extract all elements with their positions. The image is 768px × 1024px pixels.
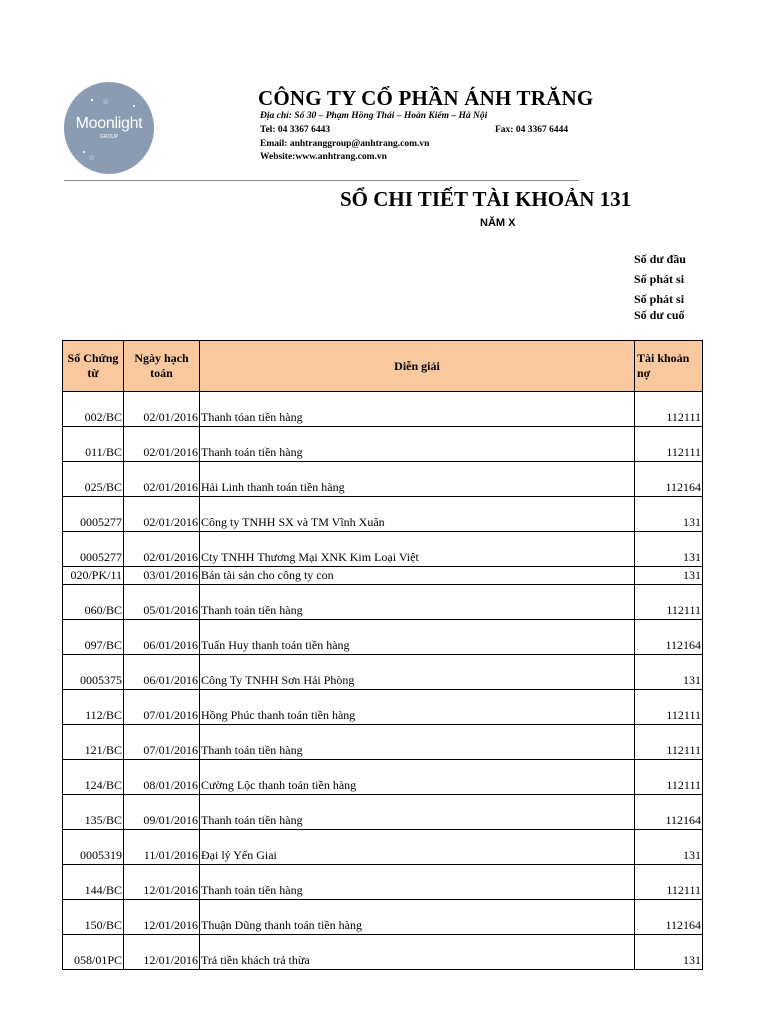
cell-posting-date: 09/01/2016 [124,795,200,830]
table-row [63,900,703,935]
table-row [63,760,703,795]
cell-debit-account: 131 [635,830,703,865]
cell-description: Trả tiền khách trả thừa [200,935,635,970]
cell-debit-account: 112111 [635,725,703,760]
company-address: Địa chỉ: Số 30 – Phạm Hồng Thái – Hoàn Kiếm – Hà Nội [260,111,488,121]
cell-debit-account: 112111 [635,585,703,620]
header-debit-account: Tài khoản nợ [635,341,703,392]
cell-doc-number: 0005277 [63,532,124,567]
cell-posting-date: 02/01/2016 [124,532,200,567]
company-email: Email: anhtranggroup@anhtrang.com.vn [260,139,430,149]
summary-debit-movement: Số phát si [634,272,685,286]
cell-debit-account: 112111 [635,865,703,900]
table-header-row [63,341,703,392]
cell-posting-date: 11/01/2016 [124,830,200,865]
cell-debit-account: 131 [635,655,703,690]
cell-doc-number: 060/BC [63,585,124,620]
cell-doc-number: 112/BC [63,690,124,725]
cell-doc-number: 020/PK/11 [63,567,124,585]
header-doc-number: Số Chứng từ [63,341,124,392]
table-row [63,725,703,760]
company-tel: Tel: 04 3367 6443 [260,125,331,135]
cell-doc-number: 121/BC [63,725,124,760]
cell-doc-number: 144/BC [63,865,124,900]
logo-subtext: GROUP [99,134,119,140]
document-year: NĂM X [480,217,516,229]
cell-description: Thanh tóan tiền hàng [200,392,635,427]
table-row [63,532,703,567]
table-row [63,392,703,427]
svg-text:☆: ☆ [88,153,96,162]
company-website: Website:www.anhtrang.com.vn [260,152,387,162]
company-logo [64,82,154,174]
cell-description: Cường Lộc thanh toán tiền hàng [200,760,635,795]
cell-debit-account: 112111 [635,392,703,427]
cell-debit-account: 112164 [635,795,703,830]
cell-posting-date: 06/01/2016 [124,620,200,655]
cell-posting-date: 02/01/2016 [124,427,200,462]
table-row [63,585,703,620]
cell-description: Công Ty TNHH Sơn Hải Phòng [200,655,635,690]
header-description: Diễn giải [200,341,635,392]
cell-debit-account: 112164 [635,900,703,935]
cell-posting-date: 07/01/2016 [124,690,200,725]
cell-debit-account: 112111 [635,760,703,795]
cell-description: Thanh toán tiền hàng [200,865,635,900]
cell-posting-date: 02/01/2016 [124,392,200,427]
table-row [63,830,703,865]
table-row [63,462,703,497]
ledger-table [62,340,703,970]
cell-posting-date: 05/01/2016 [124,585,200,620]
cell-doc-number: 097/BC [63,620,124,655]
cell-debit-account: 112111 [635,690,703,725]
cell-doc-number: 150/BC [63,900,124,935]
cell-posting-date: 12/01/2016 [124,865,200,900]
header-posting-date: Ngày hạch toán [124,341,200,392]
cell-description: Hải Linh thanh toán tiền hàng [200,462,635,497]
table-row [63,497,703,532]
cell-doc-number: 011/BC [63,427,124,462]
cell-debit-account: 112164 [635,462,703,497]
cell-doc-number: 124/BC [63,760,124,795]
table-row [63,690,703,725]
cell-doc-number: 0005277 [63,497,124,532]
cell-doc-number: 002/BC [63,392,124,427]
cell-description: Cty TNHH Thương Mại XNK Kim Loại Việt [200,532,635,567]
company-fax: Fax: 04 3367 6444 [495,125,569,135]
cell-posting-date: 12/01/2016 [124,900,200,935]
cell-description: Thanh toán tiền hàng [200,795,635,830]
table-row [63,935,703,970]
cell-posting-date: 02/01/2016 [124,497,200,532]
table-row [63,567,703,585]
cell-description: Thanh toán tiền hàng [200,725,635,760]
cell-doc-number: 058/01PC [63,935,124,970]
table-row [63,655,703,690]
cell-description: Thanh toán tiền hàng [200,427,635,462]
cell-posting-date: 03/01/2016 [124,567,200,585]
cell-doc-number: 135/BC [63,795,124,830]
table-row [63,865,703,900]
table-row [63,795,703,830]
summary-closing-balance: Số dư cuố [634,308,685,322]
cell-debit-account: 131 [635,567,703,585]
cell-description: Thuận Dũng thanh toán tiền hàng [200,900,635,935]
cell-debit-account: 131 [635,497,703,532]
svg-text:☆: ☆ [102,97,110,106]
cell-debit-account: 112164 [635,620,703,655]
cell-posting-date: 02/01/2016 [124,462,200,497]
cell-description: Hồng Phúc thanh toán tiền hàng [200,690,635,725]
cell-debit-account: 131 [635,532,703,567]
cell-debit-account: 131 [635,935,703,970]
table-row [63,620,703,655]
cell-posting-date: 08/01/2016 [124,760,200,795]
header-divider [64,180,579,181]
company-name: CÔNG TY CỔ PHẦN ÁNH TRĂNG [258,86,594,110]
document-title: SỔ CHI TIẾT TÀI KHOẢN 131 [340,187,632,211]
cell-description: Đại lý Yến Giai [200,830,635,865]
cell-doc-number: 025/BC [63,462,124,497]
summary-credit-movement: Số phát si [634,292,685,306]
cell-doc-number: 0005375 [63,655,124,690]
cell-description: Bán tài sản cho công ty con [200,567,635,585]
cell-description: Tuấn Huy thanh toán tiền hàng [200,620,635,655]
logo-text: Moonlight [75,115,143,132]
cell-posting-date: 07/01/2016 [124,725,200,760]
ledger-table-container [62,340,701,967]
table-row [63,427,703,462]
cell-description: Thanh toán tiền hàng [200,585,635,620]
cell-description: Công ty TNHH SX và TM Vĩnh Xuân [200,497,635,532]
cell-posting-date: 12/01/2016 [124,935,200,970]
cell-debit-account: 112111 [635,427,703,462]
cell-posting-date: 06/01/2016 [124,655,200,690]
cell-doc-number: 0005319 [63,830,124,865]
summary-opening-balance: Số dư đầu [634,252,686,266]
